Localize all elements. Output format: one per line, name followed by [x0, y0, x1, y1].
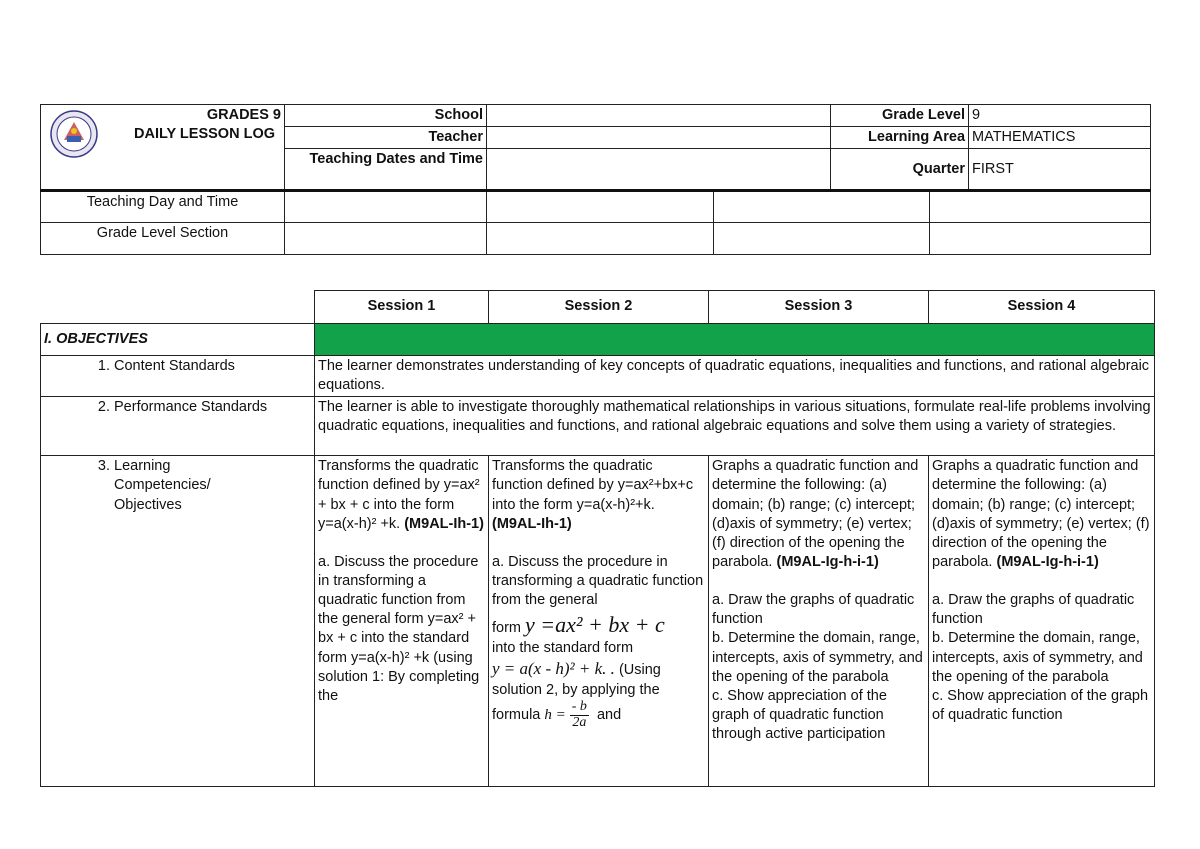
teacher-label: Teacher: [285, 127, 487, 149]
session-header-1: Session 1: [315, 291, 489, 324]
session3-item-a: a. Draw the graphs of quadratic function: [712, 592, 915, 628]
h-formula-fraction: [570, 700, 589, 730]
learning-competencies-label-cell: [41, 456, 315, 787]
session3-intro: Graphs a quadratic function and determine the following: (a) domain; (b) range; (c) intercept; (d)axis of symmetry; (e) vertex; (f) direction of the opening the parabola.: [712, 458, 919, 570]
performance-standards-text: The learner is able to investigate thoroughly mathematical relationships in various situations, formulate real-life problems involving quadratic equations, inequalities and functions, and rational algebraic equations and solve them using a variety of strategies.: [315, 397, 1155, 456]
session4-code: (M9AL-Ig-h-i-1): [996, 553, 1099, 570]
session4-competency-cell: [929, 456, 1155, 787]
quarter-label: Quarter: [831, 149, 969, 191]
session1-competency-cell: [315, 456, 489, 787]
session4-item-a: a. Draw the graphs of quadratic function: [932, 592, 1135, 628]
content-standards-num: 1.: [97, 358, 110, 374]
section-cell-2[interactable]: [487, 223, 714, 255]
session2-using-solution: (Using solution 2, by applying the: [492, 662, 661, 698]
day-time-cell-2[interactable]: [487, 191, 714, 223]
session4-item-c: c. Show appreciation of the graph of quadratic function: [932, 687, 1149, 723]
session4-intro: Graphs a quadratic function and determine the following: (a) domain; (b) range; (c) intercept; (d)axis of symmetry; (e) vertex; (f) direction of the opening the parabola.: [932, 458, 1150, 570]
performance-standards-num: 2.: [97, 399, 110, 416]
performance-standards-label: Performance Standards: [114, 399, 268, 416]
performance-standards-label-cell: [41, 397, 315, 456]
grade-level-label: Grade Level: [831, 105, 969, 127]
h-formula-denominator: 2a: [572, 714, 587, 730]
h-formula-numerator: - b: [571, 698, 587, 714]
teacher-value[interactable]: [487, 127, 831, 149]
content-standards-label: Content Standards: [114, 358, 235, 374]
learning-area-value[interactable]: MATHEMATICS: [969, 127, 1151, 149]
header-table: [40, 104, 1151, 255]
session2-item-a: a. Discuss the procedure in transforming a quadratic function from the general: [492, 553, 704, 609]
day-time-cell-4[interactable]: [930, 191, 1151, 223]
section-cell-3[interactable]: [714, 223, 930, 255]
objectives-table: [40, 290, 1155, 787]
section-cell-4[interactable]: [930, 223, 1151, 255]
objectives-heading: I. OBJECTIVES: [41, 324, 315, 356]
learning-area-label: Learning Area: [831, 127, 969, 149]
session3-item-b: b. Determine the domain, range, intercepts, axis of symmetry, and the opening of the parabola: [712, 630, 923, 685]
day-time-cell-3[interactable]: [714, 191, 930, 223]
quarter-value[interactable]: FIRST: [969, 149, 1151, 191]
learning-competencies-label: Learning Competencies/ Objectives: [114, 458, 211, 513]
teaching-dates-label: Teaching Dates and Time: [285, 149, 487, 191]
session2-standard-form-text: into the standard form: [492, 640, 634, 657]
session2-formula-word: formula: [492, 706, 541, 723]
school-value[interactable]: [487, 105, 831, 127]
grade-level-section-label: Grade Level Section: [41, 223, 285, 255]
dll-title-cell: [41, 105, 285, 191]
session-header-2: Session 2: [489, 291, 709, 324]
content-standards-label-cell: [41, 356, 315, 397]
deped-seal-icon: [50, 110, 98, 158]
standard-form-equation: y = a(x - h)² + k. .: [492, 659, 615, 679]
session2-intro: Transforms the quadratic function defined by y=ax²+bx+c into the form y=a(x-h)²+k.: [492, 458, 694, 513]
learning-competencies-num: 3.: [97, 458, 110, 475]
dll-title-log: DAILY LESSON LOG: [134, 126, 275, 143]
session1-code: (M9AL-Ih-1): [404, 515, 484, 532]
session-header-4: Session 4: [929, 291, 1155, 324]
corner-cell: [41, 291, 315, 324]
session1-item-a: a. Discuss the procedure in transforming a quadratic function from the general form y=ax² + bx + c into the standard form y=a(x-h)² +k (using solution 1: By completing the: [318, 553, 480, 704]
school-label: School: [285, 105, 487, 127]
h-formula-lhs: h =: [544, 706, 566, 723]
objectives-green-bar: [315, 324, 1155, 356]
session2-competency-cell: [489, 456, 709, 787]
dll-title-grades: GRADES 9: [206, 107, 281, 123]
content-standards-text: The learner demonstrates understanding of key concepts of quadratic equations, inequalities and functions, and rational algebraic equations.: [315, 356, 1155, 397]
session3-competency-cell: [709, 456, 929, 787]
teaching-dates-value[interactable]: [487, 149, 831, 191]
section-cell-1[interactable]: [285, 223, 487, 255]
session2-form-word: form: [492, 620, 521, 637]
session-header-3: Session 3: [709, 291, 929, 324]
session3-code: (M9AL-Ig-h-i-1): [776, 553, 879, 570]
session2-and-word: and: [596, 706, 622, 723]
session3-item-c: c. Show appreciation of the graph of quadratic function through active participation: [712, 687, 887, 742]
grade-level-value[interactable]: 9: [969, 105, 1151, 127]
general-form-equation: y =ax² + bx + c: [525, 612, 665, 638]
session4-item-b: b. Determine the domain, range, intercepts, axis of symmetry, and the opening of the parabola: [932, 630, 1143, 685]
session2-code: (M9AL-Ih-1): [492, 515, 572, 532]
teaching-day-time-label: Teaching Day and Time: [41, 191, 285, 223]
day-time-cell-1[interactable]: [285, 191, 487, 223]
session1-intro: Transforms the quadratic function defined by y=ax² + bx + c into the form y=a(x-h)² +k.: [318, 458, 480, 532]
